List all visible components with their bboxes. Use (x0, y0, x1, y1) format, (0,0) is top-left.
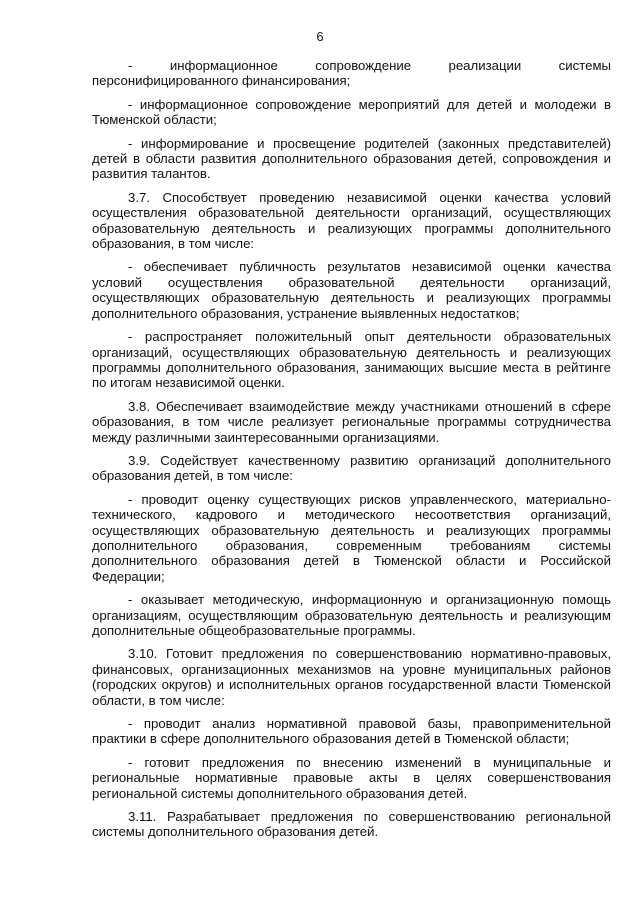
paragraph-3-11: 3.11. Разрабатывает предложения по совершенствованию региональной системы дополнительного образования детей. (92, 809, 611, 840)
paragraph-amendment-proposals: - готовит предложения по внесению изменений в муниципальные и региональные нормативные правовые акты в целях совершенствования региональной системы дополнительного образования детей. (92, 754, 611, 801)
paragraph-risk-assessment: - проводит оценку существующих рисков управленческого, материально-технического, кадрового и методического несоответствия организаций, осуществляющих образовательную деятельность и реализующих программы дополнительного образования, современным требованиям системы дополнительного образования детей в Тюменской области и Российской Федерации; (92, 491, 611, 584)
paragraph-legal-analysis: - проводит анализ нормативной правовой базы, правоприменительной практики в сфере дополнительного образования детей в Тюменской области; (92, 716, 611, 747)
paragraph-3-9: 3.9. Содействует качественному развитию организаций дополнительного образования детей, в том числе: (92, 452, 611, 484)
paragraph-youth-events-info: - информационное сопровождение мероприятий для детей и молодежи в Тюменской области; (92, 96, 611, 128)
paragraph-3-7: 3.7. Способствует проведению независимой оценки качества условий осуществления образовательной деятельности организаций, осуществляющих образовательную деятельность и реализующих программы дополнительного образования, в том числе: (92, 189, 611, 252)
document-body (92, 58, 611, 848)
paragraph-pfdo-info-support: - информационное сопровождение реализации системы персонифицированного финансирования; (92, 58, 611, 89)
paragraph-methodical-help: - оказывает методическую, информационную и организационную помощь организациям, осуществляющим образовательную деятельность и реализующим дополнительные общеобразовательные программы. (92, 592, 611, 638)
paragraph-publicity-results: - обеспечивает публичность результатов независимой оценки качества условий осуществления образовательной деятельности организаций, осуществляющих образовательную деятельность и реализующих программы дополнительного образования, устранение выявленных недостатков; (92, 259, 611, 321)
paragraph-parents-informing: - информирование и просвещение родителей (законных представителей) детей в области развития дополнительного образования детей, сопровождения и развития талантов. (92, 135, 611, 182)
paragraph-3-8: 3.8. Обеспечивает взаимодействие между участниками отношений в сфере образования, в том числе реализует региональные программы сотрудничества между различными заинтересованными организациями. (92, 398, 611, 445)
page-number: 6 (316, 29, 324, 44)
paragraph-3-10: 3.10. Готовит предложения по совершенствованию нормативно-правовых, финансовых, организационных механизмов на уровне муниципальных районов (городских округов) и исполнительных органов государственной власти Тюменской области, в том числе: (92, 646, 611, 708)
paragraph-positive-experience: - распространяет положительный опыт деятельности образовательных организаций, осуществляющих образовательную деятельность и реализующих программы дополнительного образования, занимающих высшие места в рейтинге по итогам независимой оценки. (92, 329, 611, 391)
